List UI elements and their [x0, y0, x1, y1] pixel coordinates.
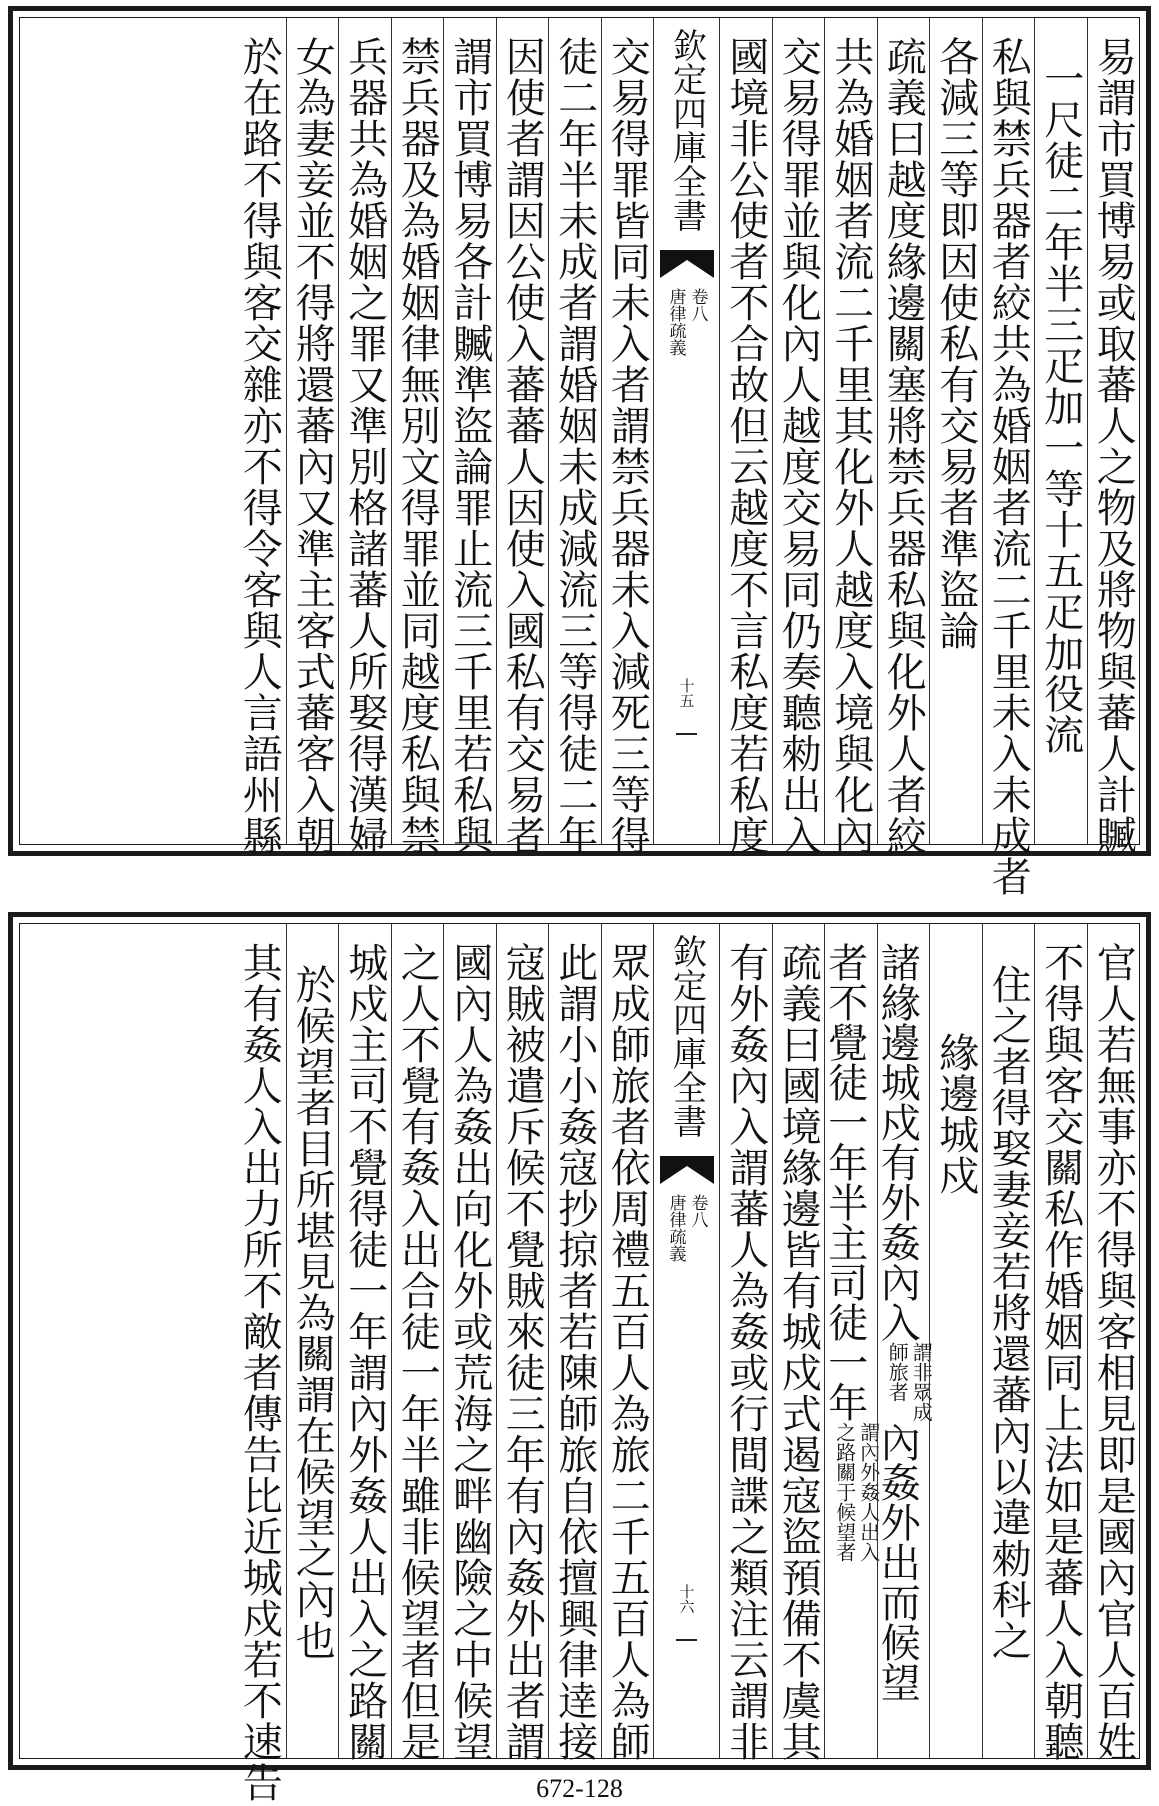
volume-title: 唐律疏義 — [665, 1194, 686, 1262]
column-text: 一尺徒二年半三疋加一等十五疋加役流 — [1037, 58, 1084, 755]
column-text: 各減三等即因使私有交易者準盜論 — [932, 36, 979, 651]
text-column — [824, 18, 877, 856]
column-text: 於候望者目所堪見為關謂在候望之內也 — [289, 964, 336, 1661]
column-text: 禁兵器及為婚姻律無別文得罪並同越度私與禁 — [394, 36, 441, 856]
text-column — [1034, 924, 1087, 1762]
column-tail-text: 內姦外出而候望 — [874, 1422, 921, 1702]
text-column — [338, 924, 391, 1762]
text-column — [496, 924, 549, 1762]
column-text: 此謂小小姦寇抄掠者若陳師旅自依擅興律逹接 — [551, 942, 598, 1762]
text-column — [929, 18, 982, 844]
inline-note — [885, 1342, 933, 1422]
center-margin — [653, 924, 719, 1758]
top-page-columns — [19, 17, 1140, 897]
column-main-text: 者不覺徒一年半主司徒一年 — [821, 942, 868, 1422]
column-text: 住之者得娶妻妾若將還蕃內以違勑科之 — [985, 964, 1032, 1661]
text-column — [548, 924, 601, 1762]
column-text — [873, 942, 933, 1758]
column-text: 謂市買博易各計贓準盜論罪止流三千里若私與 — [446, 36, 493, 856]
column-text: 交易得罪皆同未入者謂禁兵器未入減死三等得 — [604, 36, 651, 856]
column-text: 易謂市買博易或取蕃人之物及將物與蕃人計贓 — [1090, 36, 1137, 856]
column-text: 因使者謂因公使入蕃蕃人因使入國私有交易者 — [499, 36, 546, 856]
text-column — [719, 18, 772, 856]
column-text: 於在路不得與客交雜亦不得令客與人言語州縣 — [236, 36, 283, 856]
book-title: 欽定四庫全書 — [666, 28, 707, 232]
text-column — [601, 924, 654, 1762]
text-column — [772, 18, 825, 856]
column-text: 官人若無事亦不得與客相見即是國內官人百姓 — [1090, 942, 1137, 1762]
text-column — [391, 18, 444, 856]
text-column — [1087, 18, 1140, 856]
column-text: 寇賊被遣斥候不覺賊來徒三年有內姦外出者謂 — [499, 942, 546, 1762]
column-text: 徒二年半未成者謂婚姻未成減流三等得徒二年 — [551, 36, 598, 856]
volume-number: 卷八 — [687, 288, 708, 322]
inline-note-line: 師旅者 — [885, 1342, 910, 1402]
column-text: 私與禁兵器者絞共為婚姻者流二千里未入未成者 — [985, 36, 1032, 897]
inline-note-line: 謂非眾成 — [909, 1342, 934, 1422]
center-margin — [653, 18, 719, 844]
column-text: 其有姦人入出力所不敵者傳告比近城戍若不速告 — [236, 942, 283, 1803]
column-text: 城戍主司不覺得徒一年謂內外姦人出入之路關 — [341, 942, 388, 1762]
text-column — [286, 924, 339, 1758]
text-column — [982, 18, 1035, 897]
volume-title: 唐律疏義 — [665, 288, 686, 356]
top-page — [8, 6, 1151, 897]
text-column — [877, 18, 930, 856]
column-text: 交易得罪並與化內人越度交易同仍奏聽勑出入 — [775, 36, 822, 856]
section-heading: 緣邊城戍 — [932, 1032, 979, 1196]
inline-note-line: 謂內外姦人出入 — [856, 1422, 881, 1562]
text-column — [443, 18, 496, 856]
fish-tail-mark — [660, 250, 714, 278]
text-column — [338, 18, 391, 856]
text-column — [719, 924, 772, 1762]
inline-note-line: 之路關于候望者 — [832, 1422, 857, 1562]
text-column — [874, 924, 934, 1758]
text-column — [821, 924, 881, 1758]
folio-number: 十五 — [677, 678, 696, 708]
text-column — [1034, 18, 1087, 844]
text-column — [1087, 924, 1140, 1762]
text-column — [286, 18, 339, 856]
column-text: 不得與客交關私作婚姻同上法如是蕃人入朝聽 — [1037, 942, 1084, 1762]
column-text: 之人不覺有姦入出合徒一年半雖非候望者但是 — [394, 942, 441, 1762]
column-main-text: 諸緣邊城戍有外姦內入 — [874, 942, 921, 1342]
column-text: 共為婚姻者流二千里其化外人越度入境與化內 — [827, 36, 874, 856]
folio-rule — [676, 733, 697, 735]
book-title: 欽定四庫全書 — [666, 934, 707, 1138]
column-text: 國內人為姦出向化外或荒海之畔幽險之中候望 — [446, 942, 493, 1762]
fish-tail-mark — [660, 1156, 714, 1184]
text-column — [496, 18, 549, 856]
text-column — [233, 18, 286, 856]
column-text: 國境非公使者不合故但云越度不言私度若私度 — [722, 36, 769, 856]
text-column — [772, 924, 825, 1762]
column-text: 眾成師旅者依周禮五百人為旅二千五百人為師 — [604, 942, 651, 1762]
text-column — [233, 924, 286, 1803]
column-text: 有外姦內入謂蕃人為姦或行間諜之類注云謂非 — [722, 942, 769, 1762]
text-column — [443, 924, 496, 1762]
volume-number: 卷八 — [687, 1194, 708, 1228]
text-column — [391, 924, 444, 1762]
page-number: 672-128 — [536, 1774, 623, 1803]
text-column — [982, 924, 1035, 1758]
section-heading-column — [929, 924, 982, 1758]
column-text: 兵器共為婚姻之罪又準別格諸蕃人所娶得漢婦 — [341, 36, 388, 856]
column-text: 疏義曰越度緣邊關塞將禁兵器私與化外人者絞 — [880, 36, 927, 856]
folio-rule — [676, 1639, 697, 1641]
column-text: 女為妻妾並不得將還蕃內又準主客式蕃客入朝 — [289, 36, 336, 856]
column-text — [821, 942, 881, 1758]
column-text: 疏義曰國境緣邊皆有城戍式遏寇盜預備不虞其 — [775, 942, 822, 1762]
text-column — [601, 18, 654, 856]
folio-number: 十六 — [677, 1584, 696, 1614]
text-column — [548, 18, 601, 856]
